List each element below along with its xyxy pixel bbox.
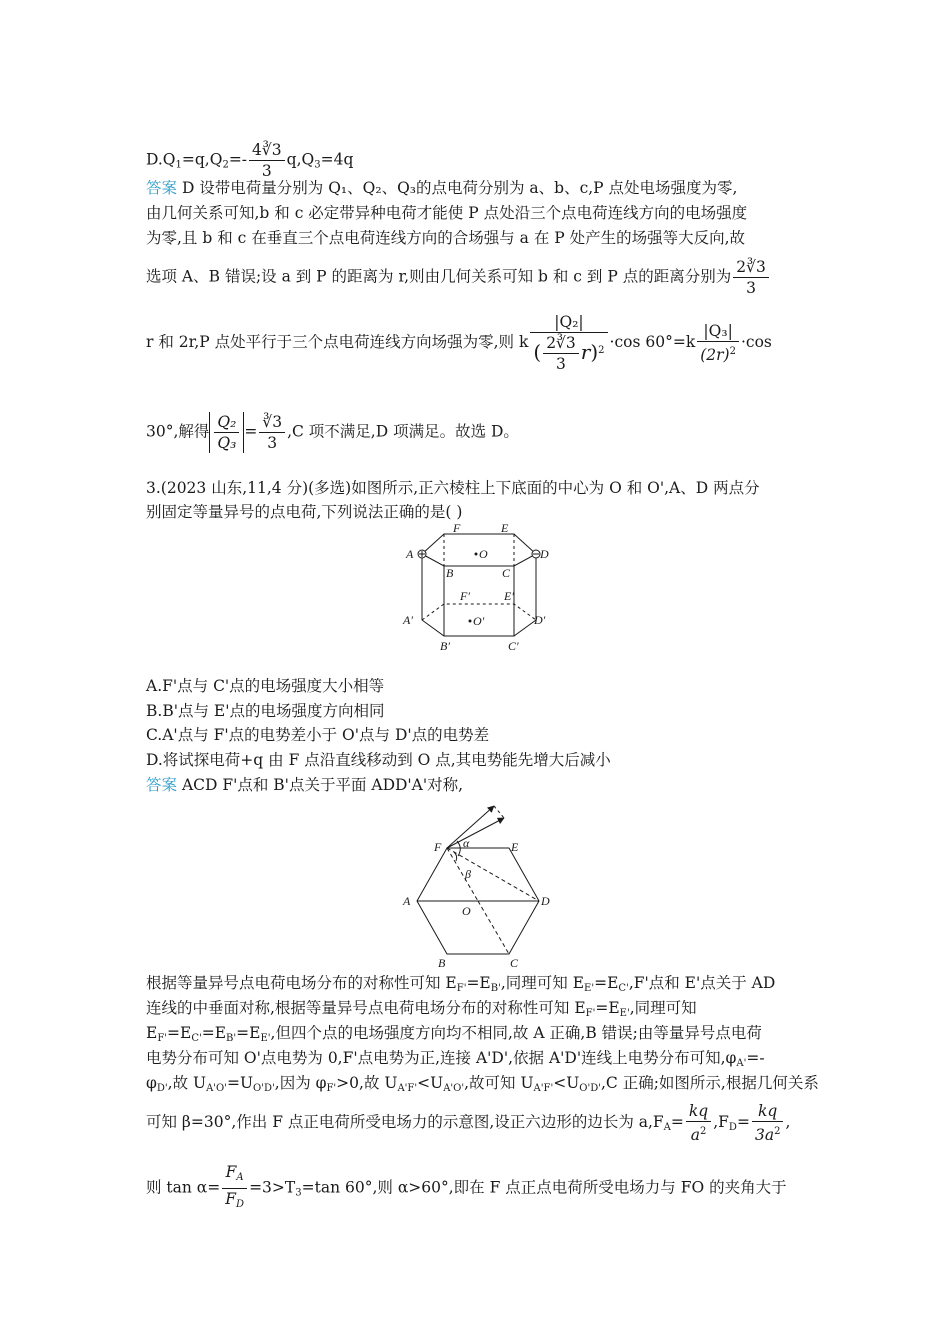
label-E: E (511, 840, 519, 854)
body-line-3: EF'=EC'=EB'=EE',但四个点的电场强度方向均不相同,故 A 正确,B 错误;由等量异号点电荷 (146, 1024, 762, 1044)
hexagonal-prism-figure (398, 520, 556, 660)
fraction-q3: $\frac{\text{|Q₃|}}{(2r)^2}$ (697, 321, 739, 365)
fraction: $\frac{4∛3}{3}$ (249, 140, 285, 181)
body-line-7: 则 tan α= $\frac{FA}{FD}$ =3>T3=tan 60°,则 α>60°,即在 F 点正点电荷所受电场力与 FO 的夹角大于 (146, 1163, 787, 1210)
option-b: B.B'点与 E'点的电场强度方向相同 (146, 702, 385, 720)
option-d: D.将试探电荷+q 由 F 点沿直线移动到 O 点,其电势能先增大后减小 (146, 751, 611, 769)
answer-1-line-2: 由几何关系可知,b 和 c 必定带异种电荷才能使 P 点处沿三个点电荷连线方向的电场强度 (146, 204, 748, 222)
answer-1-line-1: 答案 D 设带电荷量分别为 Q₁、Q₂、Q₃的点电荷分别为 a、b、c,P 点处电场强度为零, (146, 179, 738, 197)
label-B: B (446, 566, 454, 580)
answer-tag: 答案 (146, 179, 178, 197)
label-O: O (462, 904, 471, 918)
label-Ap: A′ (403, 613, 413, 627)
question-3-line-1: 3.(2023 山东,11,4 分)(多选)如图所示,正六棱柱上下底面的中心为 O 和 O',A、D 两点分 (146, 479, 760, 497)
label-Ep: E′ (504, 589, 514, 603)
body-line-2: 连线的中垂面对称,根据等量异号点电荷电场分布的对称性可知 EF'=EE',同理可知 (146, 999, 697, 1019)
label-Bp: B′ (440, 639, 450, 653)
hexagon-force-figure (400, 796, 560, 968)
option-a: A.F'点与 C'点的电场强度大小相等 (146, 677, 385, 695)
label-B: B (438, 956, 446, 968)
label-D: D (540, 547, 549, 561)
option-c: C.A'点与 F'点的电势差小于 O'点与 D'点的电势差 (146, 726, 490, 744)
answer-1-line-6: 30°,解得 $\frac{\text{Q₂}}{\text{Q₃}}$ = $\frac{∛3}{3}$ ,C 项不满足,D 项满足。故选 D。 (146, 413, 519, 452)
label-F: F (453, 521, 461, 535)
label-O: O (479, 547, 488, 561)
question-3-line-2: 别固定等量异号的点电荷,下列说法正确的是( ) (146, 503, 463, 521)
label-F: F (434, 840, 442, 854)
label-E: E (501, 521, 509, 535)
body-line-4: 电势分布可知 O'点电势为 0,F'点电势为正,连接 A'D',依据 A'D'连线上电势分布可知,φA'=- (146, 1049, 765, 1069)
label-Fp: F′ (460, 589, 470, 603)
answer-2-head: 答案 ACD F'点和 B'点关于平面 ADD'A'对称, (146, 776, 464, 794)
body-line-6: 可知 β=30°,作出 F 点正电荷所受电场力的示意图,设正六边形的边长为 a,FA= $\frac{kq}{a^2}$ ,FD= $\frac{kq}{3a^2}$ , (146, 1102, 791, 1144)
label-D: D (541, 894, 550, 908)
fraction-q2: |Q₂| ( $\frac{2∛3}{3}$ r)$^2$ (530, 312, 607, 374)
fraction: $\frac{2∛3}{3}$ (733, 257, 769, 298)
body-line-5: φD',故 UA'O'=UO'D',因为 φF'>0,故 UA'F'<UA'O',故可知 UA'F'<UO'D',C 正确;如图所示,根据几何关系 (146, 1074, 819, 1094)
answer-1-line-4: 选项 A、B 错误;设 a 到 P 的距离为 r,则由几何关系可知 b 和 c 到 P 点的距离分别为 $\frac{2∛3}{3}$ (146, 257, 771, 298)
label-C: C (510, 956, 519, 968)
answer-1-line-3: 为零,且 b 和 c 在垂直三个点电荷连线方向的合场强与 a 在 P 处产生的场强等大反向,故 (146, 229, 746, 247)
answer-1-line-5: r 和 2r,P 点处平行于三个点电荷连线方向场强为零,则 k |Q₂| ( $\frac{2∛3}{3}$ r)$^2$ ·cos 60°=k $\frac{\text{|Q₃|}}{(2r)^2}$ ·cos (146, 313, 772, 373)
body-line-1: 根据等量异号点电荷电场分布的对称性可知 EF'=EB',同理可知 EE'=EC',F'点和 E'点关于 AD (146, 974, 776, 994)
label-Dp: D′ (534, 613, 546, 627)
label-A: A (406, 547, 414, 561)
label-beta: β (465, 867, 471, 881)
label-Op: O′ (473, 614, 485, 628)
option-d-line: D.Q1=q,Q2=- $\frac{4∛3}{3}$ q,Q3=4q (146, 141, 354, 180)
label-C: C (502, 566, 511, 580)
answer-tag: 答案 (146, 776, 178, 794)
label-A: A (403, 894, 411, 908)
label-Cp: C′ (508, 639, 519, 653)
label-alpha: α (463, 836, 470, 850)
